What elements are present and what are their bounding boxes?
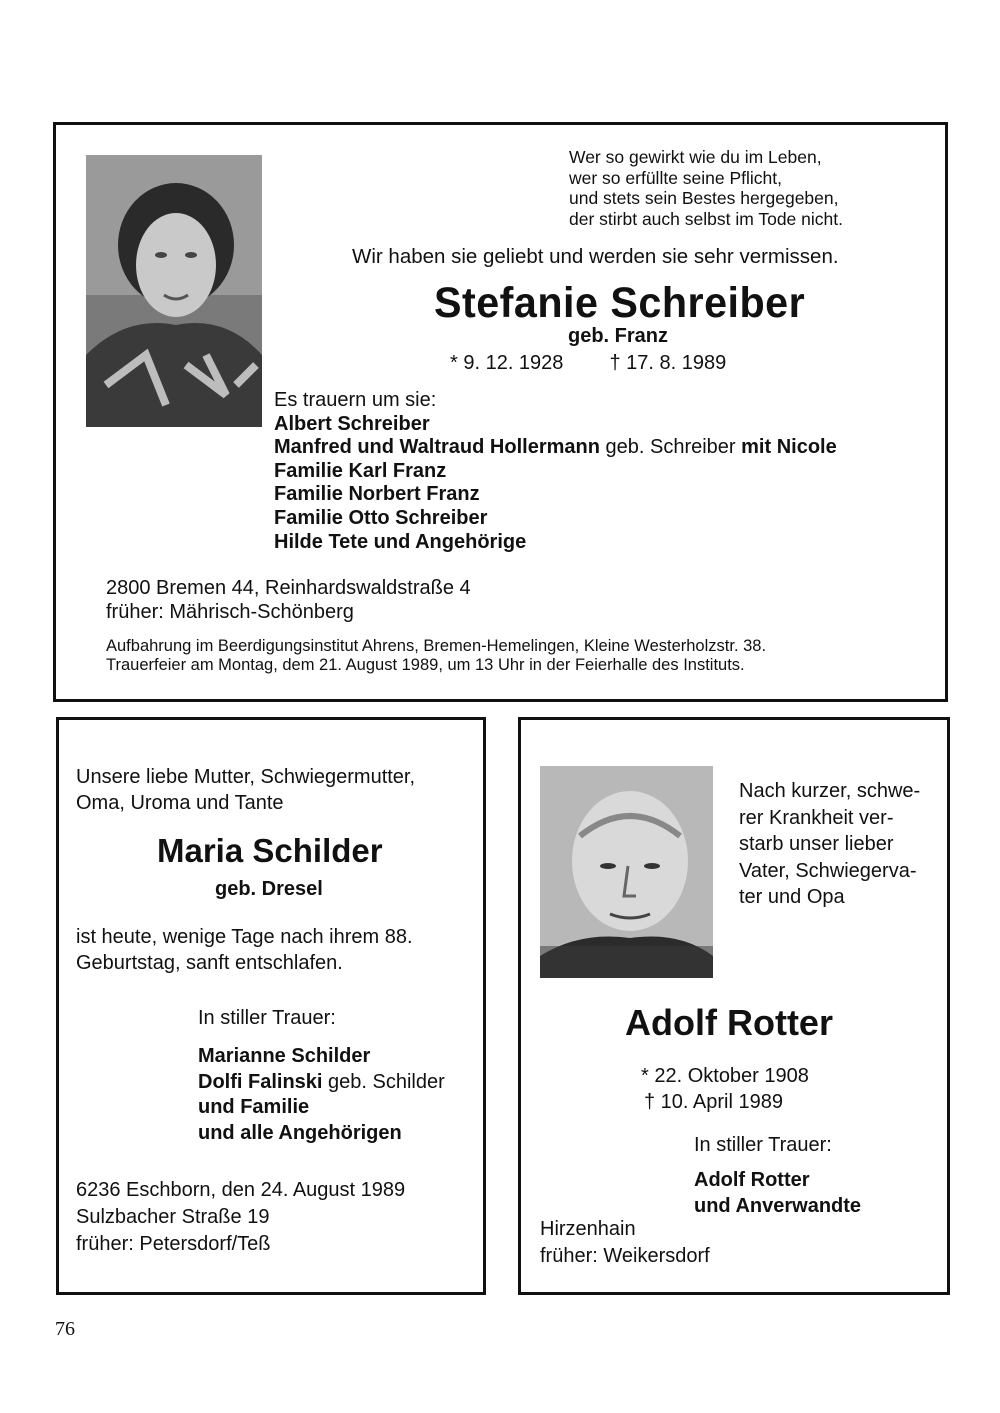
notice-maria-schilder — [56, 717, 486, 1295]
address-line: früher: Weikersdorf — [540, 1244, 710, 1267]
intro-line: Vater, Schwiegerva- — [739, 859, 917, 882]
mourners-list — [694, 1167, 861, 1219]
deceased-name: Maria Schilder — [157, 832, 383, 869]
mourner: und alle Angehörigen — [198, 1121, 402, 1144]
poem-line: der stirbt auch selbst im Tode nicht. — [569, 208, 843, 229]
address-line: früher: Petersdorf/Teß — [76, 1233, 271, 1255]
mourner: Manfred und Waltraud Hollermann geb. Schreiber mit Nicole — [274, 436, 837, 459]
info-line: Trauerfeier am Montag, dem 21. August 1989, um 13 Uhr in der Feierhalle des Instituts. — [106, 655, 745, 674]
poem-line: Wer so gewirkt wie du im Leben, — [569, 147, 822, 167]
intro-line: starb unser lieber — [739, 833, 894, 855]
in-mourning-label: In stiller Trauer: — [198, 1007, 336, 1029]
address — [106, 577, 471, 624]
mourner: und Anverwandte — [694, 1195, 862, 1217]
mourner: Dolfi Falinski geb. Schilder — [198, 1070, 445, 1093]
mourner: Familie Karl Franz — [274, 459, 447, 482]
mourners-list — [274, 389, 837, 554]
mourner: Adolf Rotter — [694, 1169, 810, 1191]
intro-line: ter und Opa — [739, 886, 845, 908]
portrait-photo-adolf — [540, 766, 713, 978]
death-date: † 17. 8. 1989 — [609, 352, 727, 374]
mourner: Familie Otto Schreiber — [274, 506, 488, 529]
address-line: Sulzbacher Straße 19 — [76, 1206, 270, 1228]
address-line: früher: Mährisch-Schönberg — [106, 600, 354, 623]
address-line: 2800 Bremen 44, Reinhardswaldstraße 4 — [106, 577, 471, 599]
address — [76, 1177, 405, 1258]
notice-stefanie-schreiber — [53, 122, 948, 702]
life-dates — [641, 1063, 809, 1115]
mourner: Hilde Tete und Angehörige — [274, 530, 527, 553]
body-line: ist heute, wenige Tage nach ihrem 88. — [76, 926, 413, 948]
mourners-intro: Es trauern um sie: — [274, 389, 437, 411]
funeral-info — [106, 637, 766, 674]
body-text — [76, 924, 413, 976]
birth-date: * 22. Oktober 1908 — [641, 1065, 809, 1087]
info-line: Aufbahrung im Beerdigungsinstitut Ahrens, Bremen-Hemelingen, Kleine Westerholzstr. 38. — [106, 637, 767, 655]
body-line: Geburtstag, sanft entschlafen. — [76, 952, 343, 974]
portrait-photo-stefanie — [86, 155, 262, 427]
page-number: 76 — [55, 1318, 75, 1340]
poem-line: wer so erfüllte seine Pflicht, — [569, 167, 783, 188]
death-date: † 10. April 1989 — [644, 1091, 783, 1113]
mourner: Familie Norbert Franz — [274, 483, 480, 506]
mourners-list — [198, 1044, 445, 1146]
mourner: Marianne Schilder — [198, 1045, 371, 1067]
address-line: Hirzenhain — [540, 1218, 636, 1240]
intro-text — [76, 764, 415, 816]
address — [540, 1216, 710, 1269]
address-line: 6236 Eschborn, den 24. August 1989 — [76, 1179, 406, 1201]
intro-line: Unsere liebe Mutter, Schwiegermutter, — [76, 766, 416, 788]
slogan: Wir haben sie geliebt und werden sie sehr vermissen. — [352, 245, 839, 268]
intro-text — [739, 778, 939, 911]
mourner: Albert Schreiber — [274, 412, 430, 435]
deceased-name: Stefanie Schreiber — [434, 279, 806, 327]
intro-line: Nach kurzer, schwe- — [739, 780, 921, 802]
life-dates — [450, 352, 726, 375]
poem — [569, 147, 843, 229]
deceased-name: Adolf Rotter — [625, 1002, 833, 1043]
birth-date: * 9. 12. 1928 — [450, 352, 564, 374]
in-mourning-label: In stiller Trauer: — [694, 1134, 832, 1156]
intro-line: Oma, Uroma und Tante — [76, 792, 284, 814]
notice-adolf-rotter — [518, 717, 950, 1295]
birth-name: geb. Franz — [568, 325, 669, 347]
mourner: und Familie — [198, 1096, 310, 1118]
birth-name: geb. Dresel — [215, 878, 323, 900]
intro-line: rer Krankheit ver- — [739, 806, 894, 829]
poem-line: und stets sein Bestes hergegeben, — [569, 188, 839, 208]
